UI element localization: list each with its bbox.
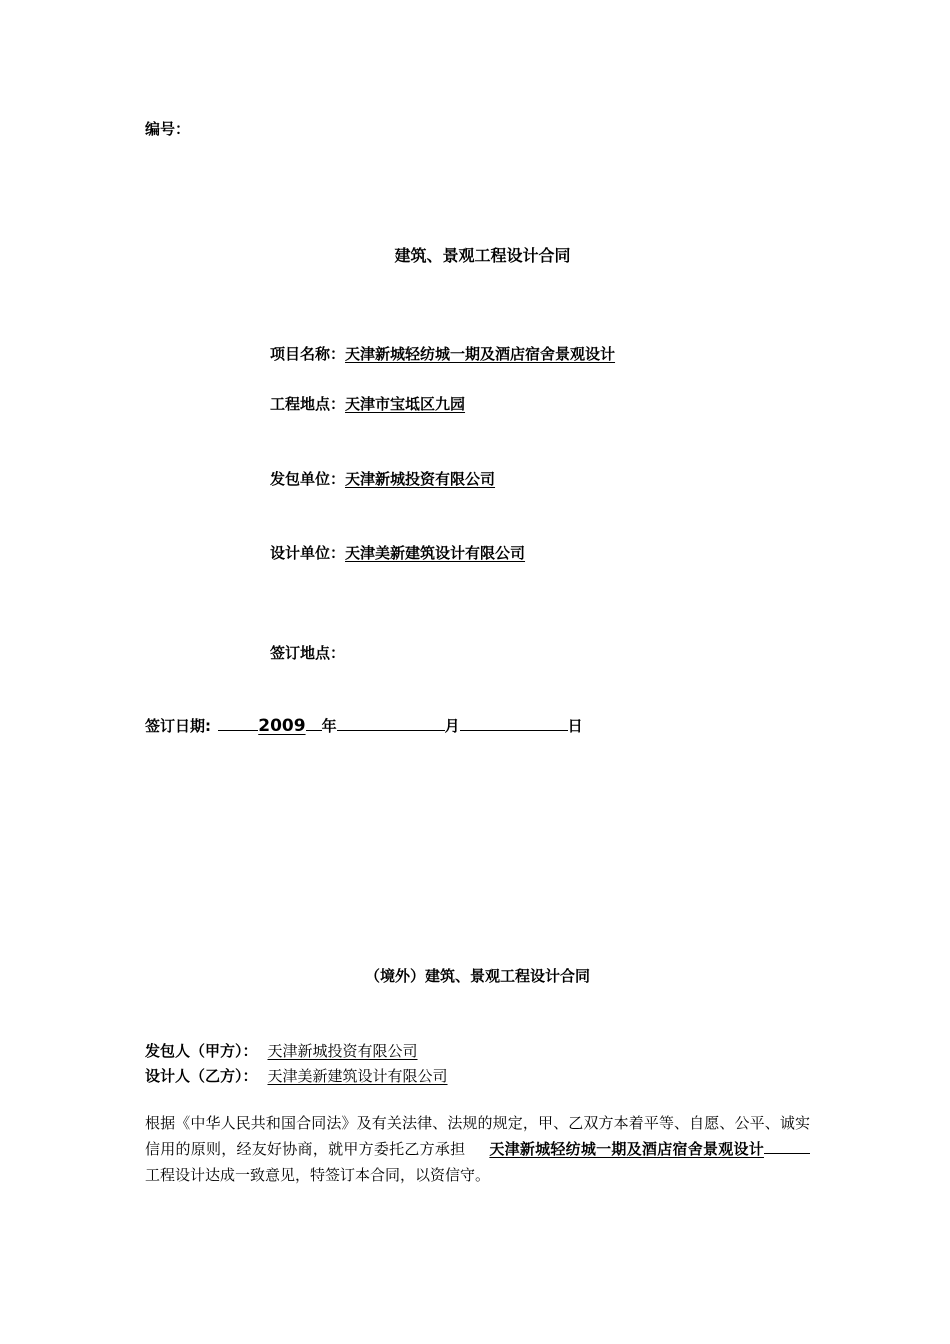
location-label: 工程地点： [270, 395, 346, 413]
cover-title: 建筑、景观工程设计合同 [394, 246, 571, 265]
year-blank-left [218, 716, 258, 731]
party-a-label: 发包人（甲方）： [145, 1042, 258, 1060]
party-b-label: 设计人（乙方）： [145, 1067, 258, 1085]
preamble-text-1: 根据《中华人民共和国合同法》及有关法律、法规的规定，甲、乙双方本着平等、自愿、公平、诚实信用的原则，经友好协商，就甲方委托乙方承担 [145, 1114, 810, 1158]
preamble-text-2: 工程设计达成一致意见，特签订本合同，以资信守。 [145, 1166, 491, 1184]
year-char: 年 [321, 717, 337, 735]
party-a-value: 天津新城投资有限公司 [267, 1042, 418, 1060]
party-b-value: 天津美新建筑设计有限公司 [267, 1067, 448, 1085]
designer-label: 设计单位： [270, 544, 346, 562]
contract-title: （境外）建筑、景观工程设计合同 [364, 967, 590, 985]
party-a-row [145, 1040, 418, 1061]
sign-date-row [145, 715, 583, 736]
year-blank-right [306, 716, 322, 731]
day-char: 日 [567, 717, 583, 735]
designer-row [270, 542, 525, 563]
day-blank [460, 716, 568, 731]
preamble-project: 天津新城轻纺城一期及酒店宿舍景观设计 [489, 1140, 764, 1158]
client-value: 天津新城投资有限公司 [345, 470, 496, 488]
party-b-row [145, 1065, 448, 1086]
client-label: 发包单位： [270, 470, 346, 488]
month-blank [337, 716, 445, 731]
contract-number-label: 编号： [145, 120, 191, 138]
sign-place-label: 签订地点： [270, 644, 346, 662]
project-name-row [270, 343, 615, 364]
month-char: 月 [444, 717, 460, 735]
contract-preamble [145, 1110, 810, 1188]
client-row [270, 468, 495, 489]
sign-date-label: 签订日期: [145, 717, 211, 735]
location-row [270, 393, 465, 414]
project-name-value: 天津新城轻纺城一期及酒店宿舍景观设计 [345, 345, 616, 363]
location-value: 天津市宝坻区九园 [345, 395, 466, 413]
preamble-project-blank [764, 1139, 810, 1154]
year-value: 2009 [258, 716, 306, 736]
designer-value: 天津美新建筑设计有限公司 [345, 544, 526, 562]
project-name-label: 项目名称： [270, 345, 346, 363]
